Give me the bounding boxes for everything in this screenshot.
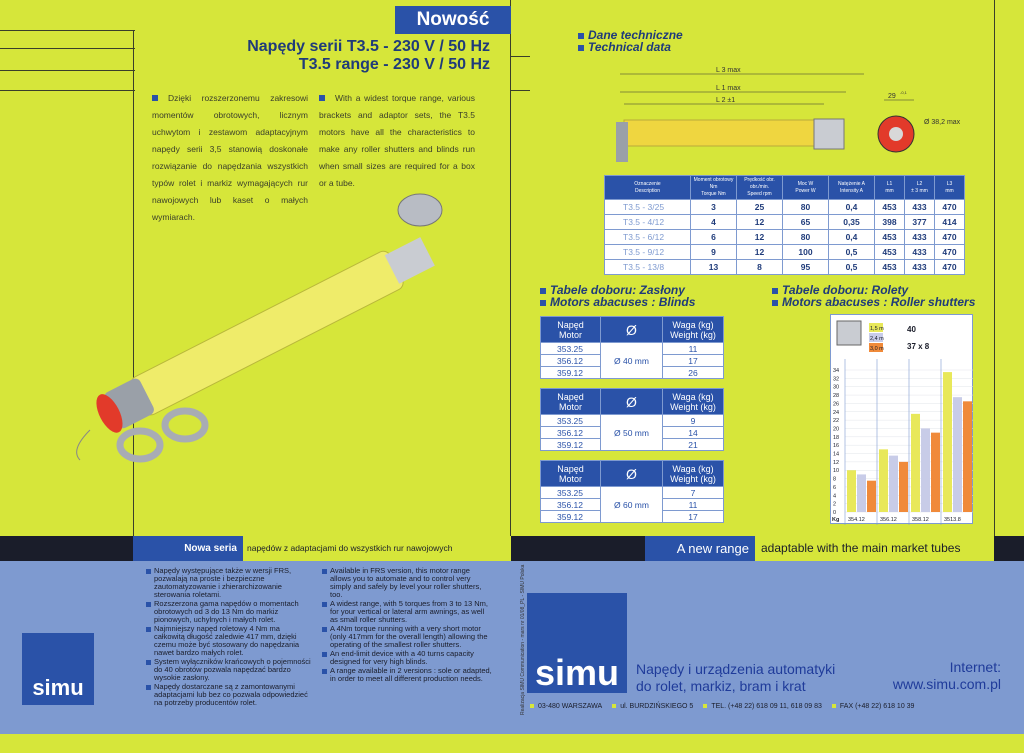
table-cell: 12	[737, 230, 783, 245]
dim-l2: L 2 ±1	[716, 97, 736, 104]
bar	[943, 372, 952, 512]
table-row	[605, 245, 965, 260]
vertical-rule	[510, 0, 511, 540]
table-cell: 9	[691, 245, 737, 260]
legend-label: 2,4 m	[870, 336, 884, 342]
bullet-icon	[540, 300, 546, 306]
bullet-icon	[772, 300, 778, 306]
table-cell: 470	[935, 260, 965, 275]
table-cell: 453	[875, 230, 905, 245]
col-motor: Napęd Motor	[541, 461, 601, 487]
shutter-chart-box	[830, 314, 973, 524]
table-row	[541, 461, 724, 487]
y-tick-label: 2	[833, 501, 837, 508]
motor-cell: 359.12	[541, 511, 601, 523]
table-cell: 470	[935, 245, 965, 260]
y-tick-label: 14	[833, 451, 840, 458]
shutter-chart	[831, 315, 974, 525]
bullet-item: Napędy występujące także w wersji FRS, pozwalają na proste i bezpieczne zautomatyzowanie i zhierarchizowanie sterowania roletami.	[146, 567, 312, 599]
address-part: 03-480 WARSZAWA	[530, 703, 602, 710]
bullets-en	[322, 567, 492, 684]
tech-col-header: Oznaczenie Description	[605, 176, 691, 200]
table-cell: 4	[691, 215, 737, 230]
table-row	[605, 200, 965, 215]
bar	[963, 401, 972, 512]
table-cell: 25	[737, 200, 783, 215]
blinds-table	[540, 316, 724, 379]
table-cell: 398	[875, 215, 905, 230]
table-cell: 0,4	[829, 200, 875, 215]
motor-cell: 356.12	[541, 427, 601, 439]
col-weight: Waga (kg) Weight (kg)	[663, 389, 724, 415]
weight-cell: 17	[663, 355, 724, 367]
table-cell: 0,4	[829, 230, 875, 245]
y-tick-label: 32	[833, 376, 840, 383]
divider	[510, 56, 530, 57]
band-right-text: adaptable with the main market tubes	[755, 536, 994, 561]
intro-en: With a widest torque range, various brackets and adaptor sets, the T3.5 motors have all the characteristics to make any roller shutters and blinds run when small sizes are required for a box or a tube.	[319, 93, 475, 188]
table-row	[541, 415, 724, 427]
table-cell: T3.5 - 13/8	[605, 260, 691, 275]
address-part: ul. BURDZIŃSKIEGO 5	[612, 703, 693, 710]
tech-table	[604, 175, 965, 275]
table-cell: 80	[783, 230, 829, 245]
table-cell: 433	[905, 200, 935, 215]
motor-cell: 353.25	[541, 487, 601, 499]
simu-logo: simu	[527, 593, 627, 693]
table-cell: 433	[905, 245, 935, 260]
y-tick-label: 24	[833, 409, 840, 416]
table-cell: T3.5 - 3/25	[605, 200, 691, 215]
website-link[interactable]: www.simu.com.pl	[892, 676, 1001, 692]
table-cell: 433	[905, 260, 935, 275]
address-part: FAX (+48 22) 618 10 39	[832, 703, 915, 710]
dim-l1: L 1 max	[716, 85, 741, 92]
table-cell: 80	[783, 200, 829, 215]
table-row	[605, 230, 965, 245]
table-cell: T3.5 - 9/12	[605, 245, 691, 260]
bullet-item: A range available in 2 versions : sole or adapted, in order to meet all different production needs.	[322, 667, 492, 683]
bar	[953, 397, 962, 512]
table-row	[541, 389, 724, 415]
y-tick-label: 12	[833, 459, 840, 466]
dim-diam: Ø 38,2 max	[924, 119, 961, 126]
table-cell: 95	[783, 260, 829, 275]
legend-label: 3,0 m	[870, 346, 884, 352]
x-tick-label: 3513.8	[944, 517, 961, 523]
simu-logo-small: simu	[22, 633, 94, 705]
y-tick-label: 22	[833, 418, 840, 425]
bar	[911, 414, 920, 512]
tech-col-header: L3 mm	[935, 176, 965, 200]
diam-cell: Ø 60 mm	[601, 487, 663, 523]
side-note: Realizacja SIMU Communication - mars nr 01/08_PL - SIMU Polska	[520, 564, 526, 715]
dimension-drawing	[614, 64, 974, 174]
bullet-icon	[578, 33, 584, 39]
table-cell: 3	[691, 200, 737, 215]
divider	[0, 30, 135, 31]
bullet-item: Available in FRS version, this motor range allows you to automate and to control very simply and safely by level your roller shutters, too.	[322, 567, 492, 599]
blinds-heading: Tabele doboru: Zasłony Motors abacuses : Blinds	[540, 284, 695, 308]
diam-cell: Ø 40 mm	[601, 343, 663, 379]
bullet-item: A 4Nm torque running with a very short motor (only 417mm for the overall length) allowing the operating of the smallest roller shutters.	[322, 625, 492, 649]
dim-29: 29	[888, 93, 896, 100]
headline-band	[0, 536, 1024, 561]
table-row	[541, 487, 724, 499]
page-title: Napędy serii T3.5 - 230 V / 50 Hz	[247, 38, 490, 55]
blinds-table	[540, 460, 724, 523]
weight-cell: 11	[663, 343, 724, 355]
table-cell: 12	[737, 215, 783, 230]
col-diam: Ø	[601, 317, 663, 343]
bullet-icon	[578, 45, 584, 51]
bullet-icon	[152, 95, 158, 101]
table-cell: 6	[691, 230, 737, 245]
table-cell: 100	[783, 245, 829, 260]
diam-cell: Ø 50 mm	[601, 415, 663, 451]
y-tick-label: 4	[833, 493, 837, 500]
table-cell: 8	[737, 260, 783, 275]
y-unit: Kg	[832, 517, 840, 523]
dim-29-tol: -0,1	[900, 90, 907, 95]
motor-cell: 356.12	[541, 499, 601, 511]
y-tick-label: 28	[833, 393, 840, 400]
vertical-rule	[994, 0, 995, 540]
blinds-table	[540, 388, 724, 451]
motor-cell: 353.25	[541, 415, 601, 427]
table-row	[605, 215, 965, 230]
motor-cell: 359.12	[541, 439, 601, 451]
divider	[510, 90, 530, 91]
bar	[899, 462, 908, 512]
band-left-text: napędów z adaptacjami do wszystkich rur nawojowych	[243, 536, 511, 561]
tech-heading: Dane techniczne Technical data	[578, 29, 683, 53]
x-tick-label: 358.12	[912, 517, 929, 523]
bar	[921, 428, 930, 512]
col-diam: Ø	[601, 389, 663, 415]
table-cell: 0,5	[829, 260, 875, 275]
legend-label: 1,5 m	[870, 326, 884, 332]
motor-cell: 356.12	[541, 355, 601, 367]
y-tick-label: 34	[833, 368, 840, 374]
table-cell: 453	[875, 260, 905, 275]
slogan: Napędy i urządzenia automatyki do rolet, markiz, bram i krat	[636, 661, 836, 694]
x-tick-label: 354.12	[848, 517, 865, 523]
y-tick-label: 16	[833, 443, 840, 450]
legend-box2: 37 x 8	[907, 342, 930, 351]
y-tick-label: 8	[833, 476, 837, 483]
col-diam: Ø	[601, 461, 663, 487]
weight-cell: 9	[663, 415, 724, 427]
bullet-icon	[319, 95, 325, 101]
internet: Internet: www.simu.com.pl	[892, 659, 1001, 692]
y-tick-label: 10	[833, 468, 840, 475]
x-tick-label: 356.12	[880, 517, 897, 523]
bullet-item: Najmniejszy napęd roletowy 4 Nm ma całkowitą długość zaledwie 417 mm, dzięki czemu może być stosowany do napędzania nawet bardzo małych rolet.	[146, 625, 312, 657]
table-cell: T3.5 - 4/12	[605, 215, 691, 230]
bullet-item: Rozszerzona gama napędów o momentach obrotowych od 3 do 13 Nm do markiz pionowych, uchylnych i małych rolet.	[146, 600, 312, 624]
y-tick-label: 30	[833, 384, 840, 391]
table-cell: 414	[935, 215, 965, 230]
page-subtitle: T3.5 range - 230 V / 50 Hz	[298, 56, 490, 73]
bar	[879, 449, 888, 512]
table-cell: 12	[737, 245, 783, 260]
table-row	[541, 317, 724, 343]
bullets-pl	[146, 567, 312, 708]
bar	[931, 433, 940, 512]
table-cell: 0,5	[829, 245, 875, 260]
col-motor: Napęd Motor	[541, 389, 601, 415]
motor-cell: 359.12	[541, 367, 601, 379]
table-cell: 13	[691, 260, 737, 275]
divider	[0, 48, 135, 49]
table-cell: 453	[875, 200, 905, 215]
legend-box1: 40	[907, 325, 916, 334]
table-row	[541, 343, 724, 355]
table-cell: 453	[875, 245, 905, 260]
bullet-item: A widest range, with 5 torques from 3 to 13 Nm, for your vertical or lateral arm awnings, as well as small roller shutters.	[322, 600, 492, 624]
weight-cell: 7	[663, 487, 724, 499]
motor-illustration	[60, 180, 460, 480]
motor-cell: 353.25	[541, 343, 601, 355]
y-tick-label: 20	[833, 426, 840, 433]
weight-cell: 26	[663, 367, 724, 379]
weight-cell: 11	[663, 499, 724, 511]
tech-col-header: Moment obrotowy Nm Torque Nm	[691, 176, 737, 200]
col-weight: Waga (kg) Weight (kg)	[663, 461, 724, 487]
tech-col-header: Moc W Power W	[783, 176, 829, 200]
table-cell: 470	[935, 230, 965, 245]
intro-pl: Dzięki rozszerzonemu zakresowi momentów obrotowych, licznym uchwytom i zestawom adaptacyjnym napędy serii 3,5 stanowią doskonałe rozwiązanie do napędzania wszystkich typów rolet i markiz wymagających rur nawojowych lub kaset o małych wymiarach.	[152, 93, 308, 222]
shutters-heading: Tabele doboru: Rolety Motors abacuses : Roller shutters	[772, 284, 975, 308]
y-tick-label: 26	[833, 401, 840, 408]
col-weight: Waga (kg) Weight (kg)	[663, 317, 724, 343]
y-tick-label: 18	[833, 434, 840, 441]
bar	[889, 456, 898, 512]
tech-col-header: L1 mm	[875, 176, 905, 200]
address-part: TEL. (+48 22) 618 09 11, 618 09 83	[703, 703, 822, 710]
bar	[867, 481, 876, 512]
bullet-item: System wyłączników krańcowych o pojemności do 40 obrotów pozwala napędzać bardzo wysokie zasłony.	[146, 658, 312, 682]
table-row	[605, 260, 965, 275]
table-cell: 470	[935, 200, 965, 215]
col-motor: Napęd Motor	[541, 317, 601, 343]
table-cell: 65	[783, 215, 829, 230]
band-right-label: A new range	[645, 536, 755, 561]
table-cell: 0,35	[829, 215, 875, 230]
bullet-icon	[540, 288, 546, 294]
table-cell: 433	[905, 230, 935, 245]
weight-cell: 21	[663, 439, 724, 451]
band-left-label: Nowa seria	[133, 536, 243, 561]
y-tick-label: 6	[833, 484, 837, 491]
bullet-item: An end-limit device with a 40 turns capacity designed for very high blinds.	[322, 650, 492, 666]
bar	[847, 470, 856, 512]
table-cell: T3.5 - 6/12	[605, 230, 691, 245]
bullet-item: Napędy dostarczane są z zamontowanymi adaptacjami lub bez co pozwala odpowiedzieć na potrzeby producentów rolet.	[146, 683, 312, 707]
weight-cell: 17	[663, 511, 724, 523]
bullet-icon	[772, 288, 778, 294]
weight-cell: 14	[663, 427, 724, 439]
dim-l3: L 3 max	[716, 67, 741, 74]
table-cell: 377	[905, 215, 935, 230]
address-line	[530, 703, 1000, 710]
y-tick-label: 0	[833, 510, 837, 516]
new-badge: Nowość	[395, 6, 511, 34]
divider	[0, 90, 135, 91]
shutter-icon	[837, 321, 861, 345]
divider	[0, 70, 135, 71]
tech-col-header: Natężenie A Intensity A	[829, 176, 875, 200]
tech-col-header: L2 ± 3 mm	[905, 176, 935, 200]
tech-col-header: Prędkość obr. obr./min. Speed rpm	[737, 176, 783, 200]
bar	[857, 474, 866, 512]
